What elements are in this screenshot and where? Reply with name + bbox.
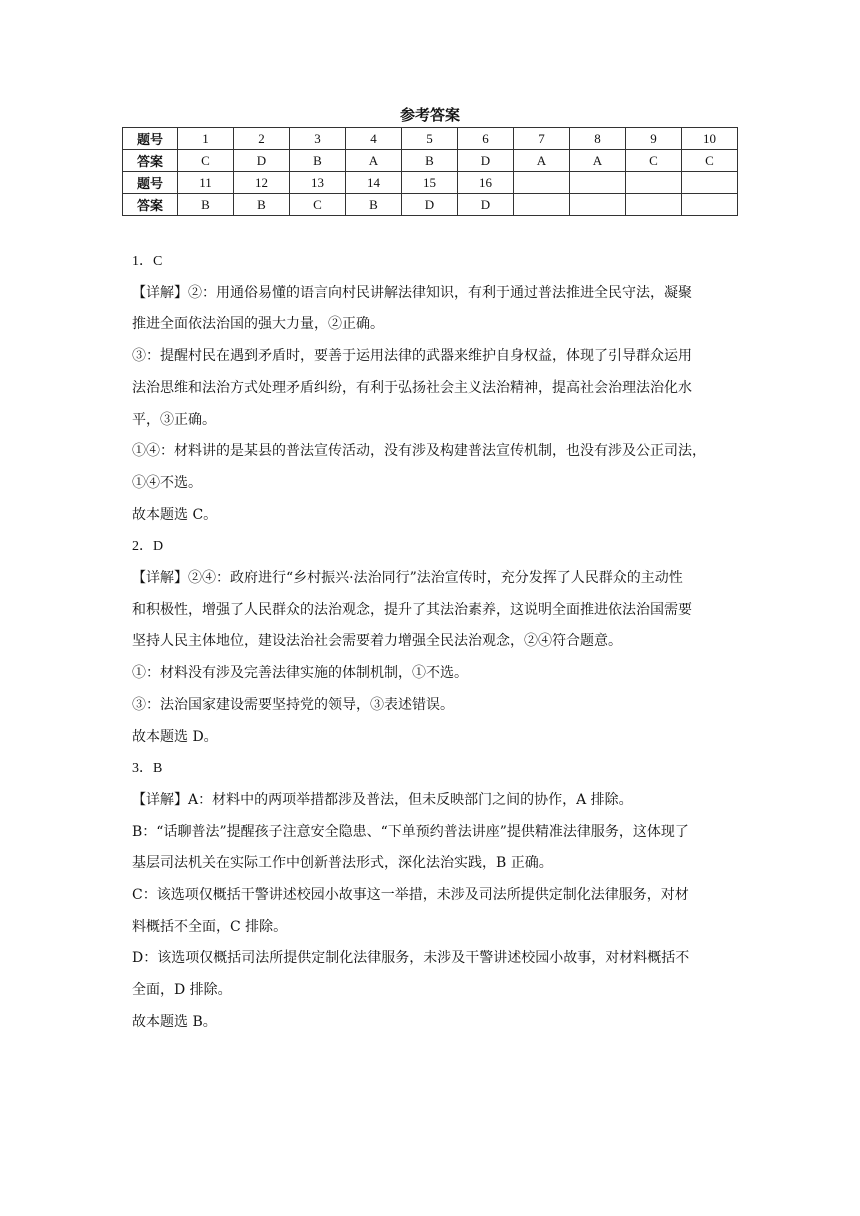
table-row [123, 128, 738, 150]
explanation-line: 全面，D 排除。 [132, 982, 232, 999]
table-row [123, 172, 738, 194]
explanation-line: B：“话聊普法”提醒孩子注意安全隐患、“下单预约普法讲座”提供精准法律服务，这体现了 [132, 823, 689, 840]
table-cell [570, 172, 626, 194]
row-header: 题号 [123, 172, 178, 194]
table-cell: D [402, 194, 458, 216]
explanation-line: 平，③正确。 [132, 411, 216, 428]
table-cell: C [682, 150, 738, 172]
explanation-line: ③：提醒村民在遇到矛盾时，要善于运用法律的武器来维护自身权益，体现了引导群众运用 [132, 348, 692, 365]
table-cell: 10 [682, 128, 738, 150]
explanation-line: 【详解】②：用通俗易懂的语言向村民讲解法律知识，有利于通过普法推进全民守法，凝聚 [132, 284, 692, 301]
table-row [123, 194, 738, 216]
table-cell: 4 [346, 128, 402, 150]
explanation-line: 故本题选 B。 [132, 1013, 217, 1030]
table-cell: 3 [290, 128, 346, 150]
explanation-line: 坚持人民主体地位，建设法治社会需要着力增强全民法治观念，②④符合题意。 [132, 633, 622, 650]
table-cell: 11 [178, 172, 234, 194]
table-cell: 12 [234, 172, 290, 194]
table-cell [514, 172, 570, 194]
table-cell: 9 [626, 128, 682, 150]
explanation-line: 基层司法机关在实际工作中创新普法形式，深化法治实践，B 正确。 [132, 855, 553, 872]
table-cell: 7 [514, 128, 570, 150]
table-cell: B [178, 194, 234, 216]
table-cell: 6 [458, 128, 514, 150]
question-number: 2．D [132, 539, 164, 555]
question-number: 1．C [132, 254, 163, 269]
explanation-line: ③：法治国家建设需要坚持党的领导，③表述错误。 [132, 696, 454, 713]
table-cell: B [290, 150, 346, 172]
table-cell: 5 [402, 128, 458, 150]
explanations [132, 246, 752, 1039]
table-cell [626, 172, 682, 194]
table-cell: C [290, 194, 346, 216]
table-cell: 14 [346, 172, 402, 194]
explanation-line: 【详解】A：材料中的两项举措都涉及普法，但未反映部门之间的协作，A 排除。 [132, 791, 633, 808]
table-cell [570, 194, 626, 216]
table-cell: 1 [178, 128, 234, 150]
table-cell [626, 194, 682, 216]
answer-table [122, 127, 738, 216]
table-cell: C [626, 150, 682, 172]
explanation-line: 【详解】②④：政府进行“乡村振兴·法治同行”法治宣传时，充分发挥了人民群众的主动性 [132, 570, 683, 587]
explanation-line: 故本题选 C。 [132, 506, 218, 523]
explanation-line: ①④：材料讲的是某县的普法宣传活动，没有涉及构建普法宣传机制，也没有涉及公正司法， [132, 443, 706, 460]
explanation-line: ①④不选。 [132, 474, 202, 491]
explanation-line: C：该选项仅概括干警讲述校园小故事这一举措，未涉及司法所提供定制化法律服务，对材 [132, 887, 689, 904]
table-cell: D [458, 150, 514, 172]
table-cell: 16 [458, 172, 514, 194]
table-cell [682, 194, 738, 216]
explanation-line: 和积极性，增强了人民群众的法治观念，提升了其法治素养，这说明全面推进依法治国需要 [132, 601, 692, 618]
table-cell: B [234, 194, 290, 216]
table-cell: B [346, 194, 402, 216]
explanation-line: 料概括不全面，C 排除。 [132, 918, 288, 935]
row-header: 答案 [123, 150, 178, 172]
page-title: 参考答案 [399, 106, 460, 124]
table-cell: A [346, 150, 402, 172]
table-cell: 15 [402, 172, 458, 194]
table-cell [682, 172, 738, 194]
row-header: 题号 [123, 128, 178, 150]
table-row [123, 150, 738, 172]
table-cell: 13 [290, 172, 346, 194]
table-cell: A [514, 150, 570, 172]
table-cell: 8 [570, 128, 626, 150]
table-cell: D [234, 150, 290, 172]
explanation-line: 法治思维和法治方式处理矛盾纠纷，有利于弘扬社会主义法治精神，提高社会治理法治化水 [132, 379, 692, 396]
explanation-line: 推进全面依法治国的强大力量，②正确。 [132, 316, 384, 333]
table-cell: C [178, 150, 234, 172]
table-cell [514, 194, 570, 216]
table-cell: B [402, 150, 458, 172]
table-cell: D [458, 194, 514, 216]
question-number: 3．B [132, 761, 163, 777]
table-cell: A [570, 150, 626, 172]
row-header: 答案 [123, 194, 178, 216]
explanation-line: ①：材料没有涉及完善法律实施的体制机制，①不选。 [132, 665, 468, 682]
explanation-line: D：该选项仅概括司法所提供定制化法律服务，未涉及干警讲述校园小故事，对材料概括不 [132, 950, 690, 967]
explanation-line: 故本题选 D。 [132, 728, 218, 745]
table-cell: 2 [234, 128, 290, 150]
